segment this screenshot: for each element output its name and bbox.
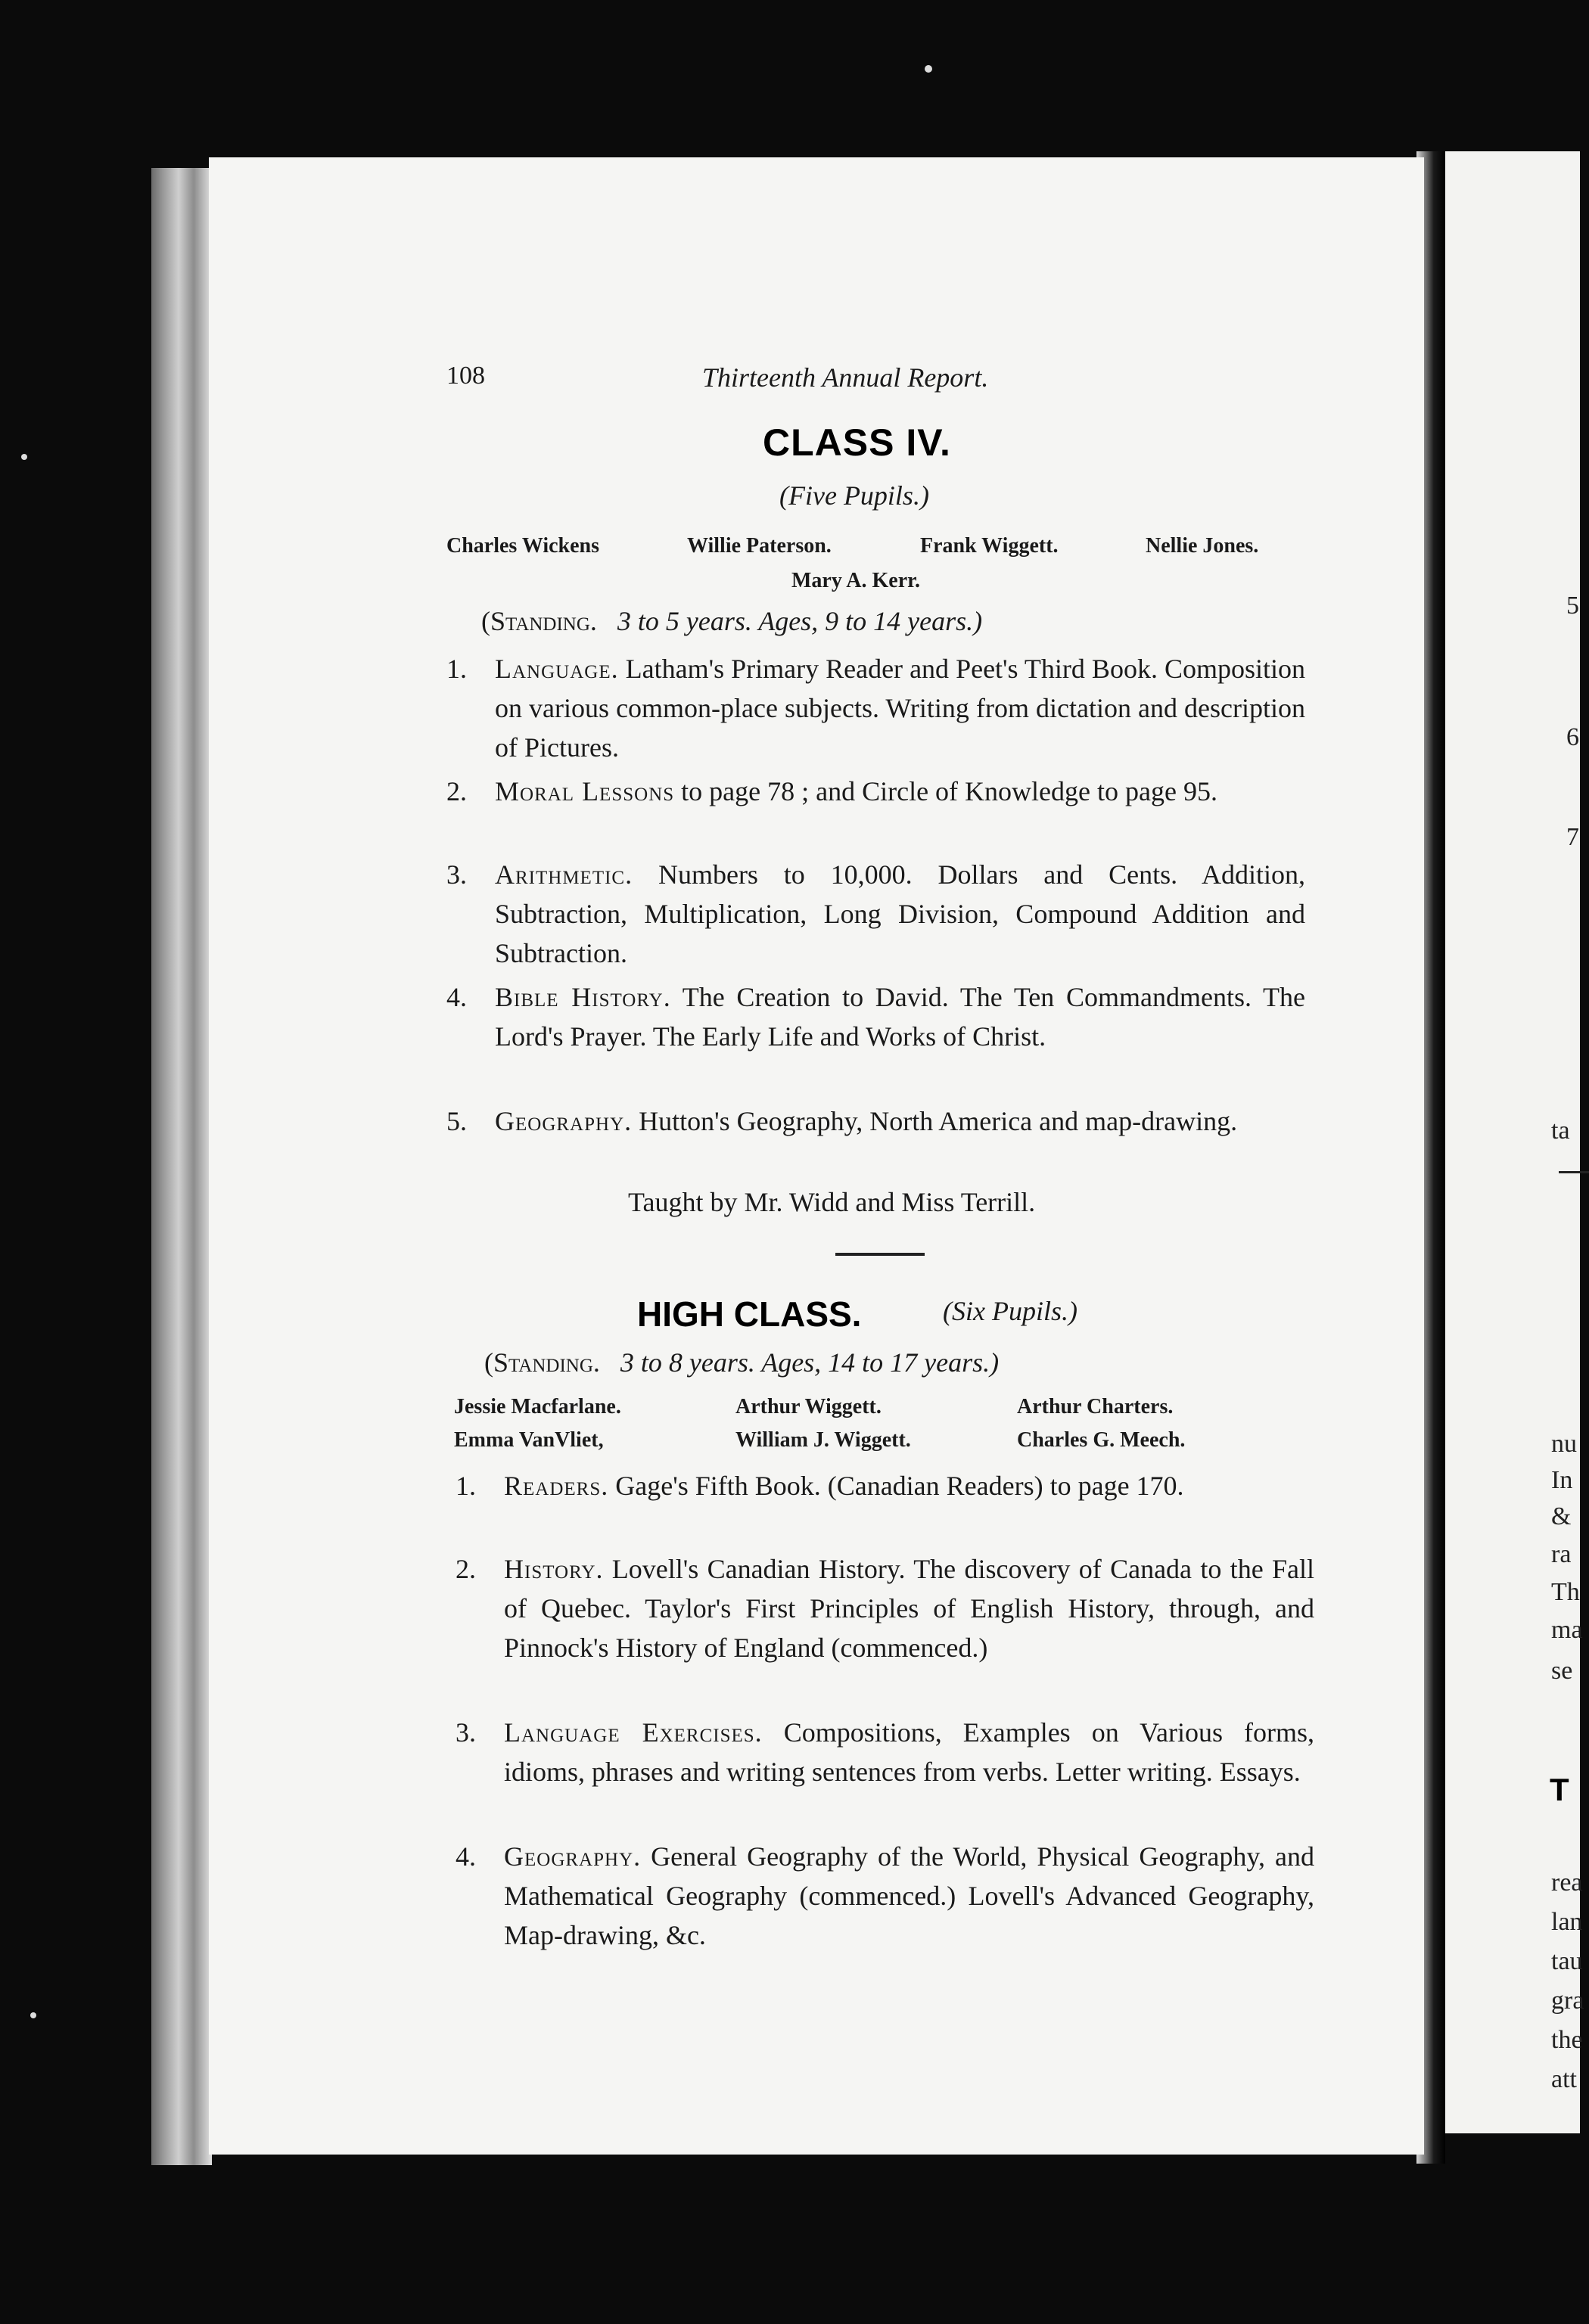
dust-speck bbox=[925, 65, 932, 73]
item-label: Geography. bbox=[504, 1841, 642, 1872]
class-iv-item-arithmetic bbox=[446, 855, 1305, 973]
class-iv-item-geography bbox=[446, 1101, 1305, 1141]
page-number: 108 bbox=[446, 362, 485, 390]
item-text: Latham's Primary Reader and Peet's Third Book. Composition on various common-place subjects. Writing from dictation and description of Pictures. bbox=[495, 654, 1305, 763]
facing-fragment: rea bbox=[1551, 1869, 1583, 1897]
item-number: 5. bbox=[446, 1106, 467, 1136]
high-class-pupil-count: (Six Pupils.) bbox=[943, 1296, 1077, 1326]
item-number: 3. bbox=[456, 1717, 476, 1748]
pupil-name: Mary A. Kerr. bbox=[791, 569, 921, 592]
facing-fragment: & bbox=[1551, 1502, 1572, 1530]
item-text: Gage's Fifth Book. (Canadian Readers) to page 170. bbox=[615, 1471, 1184, 1501]
item-number: 2. bbox=[456, 1554, 476, 1584]
item-label: Readers. bbox=[504, 1471, 609, 1501]
class-iv-item-bible-history bbox=[446, 977, 1305, 1056]
facing-page bbox=[1445, 151, 1584, 2133]
standing-label: (Standing. bbox=[484, 1347, 600, 1378]
class-iv-item-language bbox=[446, 649, 1305, 767]
item-text: Hutton's Geography, North America and map-drawing. bbox=[639, 1106, 1238, 1136]
standing-details: 3 to 5 years. Ages, 9 to 14 years.) bbox=[617, 606, 983, 636]
item-text: General Geography of the World, Physical Geography, and Mathematical Geography (commenced.) Lovell's Advanced Geography, Map-drawing, &c. bbox=[504, 1841, 1315, 1950]
pupil-name: Willie Paterson. bbox=[687, 534, 832, 558]
facing-fragment: gra bbox=[1551, 1987, 1584, 2015]
item-label: Moral Lessons bbox=[495, 776, 675, 806]
facing-fragment: lan bbox=[1551, 1908, 1583, 1936]
pupil-name: Arthur Charters. bbox=[1017, 1395, 1174, 1418]
section-divider bbox=[835, 1253, 925, 1256]
facing-fragment: se bbox=[1551, 1657, 1573, 1685]
item-number: 1. bbox=[456, 1471, 476, 1501]
pupil-name: Arthur Wiggett. bbox=[735, 1395, 882, 1418]
pupil-name: Emma VanVliet, bbox=[454, 1428, 604, 1452]
standing-details: 3 to 8 years. Ages, 14 to 17 years.) bbox=[620, 1347, 1000, 1378]
item-label: Bible History. bbox=[495, 982, 671, 1012]
high-class-item-readers bbox=[456, 1466, 1314, 1505]
item-label: Language Exercises. bbox=[504, 1717, 763, 1748]
facing-heading: T bbox=[1550, 1772, 1569, 1807]
class-iv-teachers: Taught by Mr. Widd and Miss Terrill. bbox=[628, 1187, 1036, 1217]
facing-fragment: ra bbox=[1551, 1540, 1572, 1568]
item-label: Arithmetic. bbox=[495, 859, 633, 890]
facing-fragment: ma bbox=[1551, 1616, 1583, 1644]
facing-fragment: nu bbox=[1551, 1430, 1577, 1458]
class-iv-title: CLASS IV. bbox=[763, 421, 951, 464]
facing-fragment: 7 bbox=[1566, 823, 1579, 851]
high-class-title: HIGH CLASS. bbox=[637, 1294, 862, 1334]
class-iv-item-moral-lessons bbox=[446, 772, 1305, 811]
facing-fragment: ta bbox=[1551, 1117, 1570, 1145]
facing-fragment: att bbox=[1551, 2065, 1577, 2093]
item-number: 3. bbox=[446, 859, 467, 890]
facing-fragment: tau bbox=[1551, 1947, 1583, 1975]
pupil-name: Frank Wiggett. bbox=[920, 534, 1059, 558]
pupil-name: Charles Wickens bbox=[446, 534, 599, 558]
class-iv-pupil-count: (Five Pupils.) bbox=[779, 480, 929, 511]
item-number: 1. bbox=[446, 654, 467, 684]
pupil-name: William J. Wiggett. bbox=[735, 1428, 911, 1452]
item-text: Compositions, Examples on Various forms, idioms, phrases and writing sentences from verbs. Letter writing. Essays. bbox=[504, 1717, 1315, 1787]
pupil-name: Nellie Jones. bbox=[1146, 534, 1259, 558]
high-class-item-geography bbox=[456, 1837, 1314, 1955]
item-text: Lovell's Canadian History. The discovery of Canada to the Fall of Quebec. Taylor's First Principles of English History, through, and Pinnock's History of England (commenced.) bbox=[504, 1554, 1314, 1663]
standing-label: (Standing. bbox=[481, 606, 597, 636]
high-class-standing bbox=[484, 1347, 999, 1378]
facing-fragment: 6 bbox=[1566, 723, 1579, 751]
facing-rule bbox=[1559, 1171, 1589, 1173]
item-label: Geography. bbox=[495, 1106, 633, 1136]
facing-fragment: the bbox=[1551, 2026, 1583, 2054]
book-edge bbox=[151, 168, 212, 2165]
facing-fragment: 5 bbox=[1566, 592, 1579, 620]
item-number: 2. bbox=[446, 776, 467, 806]
dust-speck bbox=[30, 2012, 36, 2018]
facing-fragment: Th bbox=[1551, 1578, 1580, 1606]
item-label: Language. bbox=[495, 654, 619, 684]
high-class-item-history bbox=[456, 1549, 1314, 1667]
item-number: 4. bbox=[456, 1841, 476, 1872]
item-text: Numbers to 10,000. Dollars and Cents. Addition, Subtraction, Multiplication, Long Division, Compound Addition and Subtraction. bbox=[495, 859, 1305, 968]
dust-speck bbox=[21, 454, 27, 460]
item-label: History. bbox=[504, 1554, 604, 1584]
pupil-name: Charles G. Meech. bbox=[1017, 1428, 1186, 1452]
item-number: 4. bbox=[446, 982, 467, 1012]
class-iv-standing bbox=[481, 605, 982, 637]
pupil-name: Jessie Macfarlane. bbox=[454, 1395, 621, 1418]
item-text: The Creation to David. The Ten Commandments. The Lord's Prayer. The Early Life and Works of Christ. bbox=[495, 982, 1305, 1052]
high-class-item-language-exercises bbox=[456, 1713, 1314, 1791]
item-text: to page 78 ; and Circle of Knowledge to page 95. bbox=[681, 776, 1217, 806]
running-title: Thirteenth Annual Report. bbox=[702, 362, 989, 393]
facing-fragment: In bbox=[1551, 1466, 1573, 1494]
